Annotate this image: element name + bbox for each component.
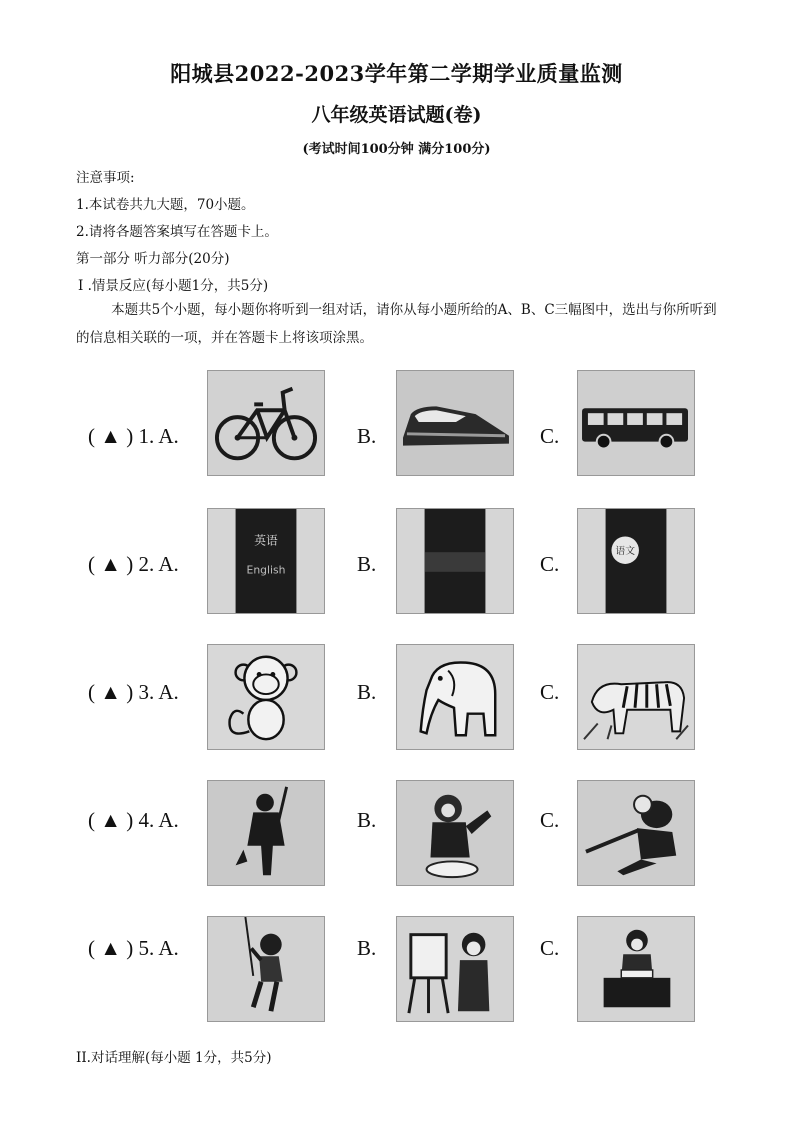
- q2-option-c-label: C.: [540, 552, 560, 576]
- exam-subtitle: 八年级英语试题(卷): [311, 104, 482, 126]
- bus-icon: [578, 371, 694, 475]
- q4-option-b-label: B.: [357, 808, 377, 832]
- exam-title: 阳城县2022-2023学年第二学期学业质量监测: [170, 61, 623, 86]
- section2-title: II.对话理解(每小题 1分，共5分): [76, 1050, 272, 1066]
- part1-title: 第一部分 听力部分(20分): [76, 251, 230, 267]
- question-2-label: ( ▲ ) 2. A.: [88, 552, 179, 576]
- note-item: 1.本试卷共九大题，70小题。: [76, 197, 255, 213]
- chinese-book-icon: [578, 509, 694, 613]
- pigsy-icon: [578, 781, 694, 885]
- question-5-label: ( ▲ ) 5. A.: [88, 936, 179, 960]
- monkey-king-icon: [397, 781, 513, 885]
- q1-option-b-picture[interactable]: [396, 370, 514, 476]
- q2-option-b-label: B.: [357, 552, 377, 576]
- monkey-icon: [208, 645, 324, 749]
- train-icon: [397, 371, 513, 475]
- q2-option-a-picture[interactable]: [207, 508, 325, 614]
- painting-boy-icon: [397, 917, 513, 1021]
- question-4-label: ( ▲ ) 4. A.: [88, 808, 179, 832]
- section1-instruction: 本题共5个小题，每小题你将听到一组对话，请你从每小题所给的A、B、C三幅图中，选出与你所听到的信息相关联的一项，并在答题卡上将该项涂黑。: [76, 302, 717, 346]
- q5-option-c-picture[interactable]: [577, 916, 695, 1022]
- q2-option-c-picture[interactable]: [577, 508, 695, 614]
- q4-option-c-picture[interactable]: [577, 780, 695, 886]
- question-1-label: ( ▲ ) 1. A.: [88, 424, 179, 448]
- q1-option-c-label: C.: [540, 424, 560, 448]
- q4-option-b-picture[interactable]: [396, 780, 514, 886]
- book-title-cn: 英语: [254, 533, 278, 548]
- section1-title: I .情景反应(每小题1分，共5分): [78, 278, 269, 294]
- q1-option-c-picture[interactable]: [577, 370, 695, 476]
- q5-option-a-picture[interactable]: [207, 916, 325, 1022]
- q3-option-b-picture[interactable]: [396, 644, 514, 750]
- q3-option-c-label: C.: [540, 680, 560, 704]
- q2-option-b-picture[interactable]: [396, 508, 514, 614]
- q1-option-b-label: B.: [357, 424, 377, 448]
- q3-option-b-label: B.: [357, 680, 377, 704]
- book-icon: [397, 509, 513, 613]
- elephant-icon: [397, 645, 513, 749]
- english-book-icon: [208, 509, 324, 613]
- q5-option-c-label: C.: [540, 936, 560, 960]
- notes-heading: 注意事项:: [76, 170, 135, 186]
- question-3-label: ( ▲ ) 3. A.: [88, 680, 179, 704]
- q1-option-a-picture[interactable]: [207, 370, 325, 476]
- tiger-icon: [578, 645, 694, 749]
- book-title-cn: 语文: [615, 546, 636, 558]
- q3-option-a-picture[interactable]: [207, 644, 325, 750]
- exam-info: (考试时间100分钟 满分100分): [302, 142, 491, 157]
- q3-option-c-picture[interactable]: [577, 644, 695, 750]
- q5-option-b-label: B.: [357, 936, 377, 960]
- note-item: 2.请将各题答案填写在答题卡上。: [76, 224, 278, 240]
- q5-option-b-picture[interactable]: [396, 916, 514, 1022]
- climbing-boy-icon: [208, 917, 324, 1021]
- book-title-en: English: [246, 563, 286, 577]
- reading-boy-icon: [578, 917, 694, 1021]
- warrior-icon: [208, 781, 324, 885]
- q4-option-c-label: C.: [540, 808, 560, 832]
- bicycle-icon: [208, 371, 324, 475]
- q4-option-a-picture[interactable]: [207, 780, 325, 886]
